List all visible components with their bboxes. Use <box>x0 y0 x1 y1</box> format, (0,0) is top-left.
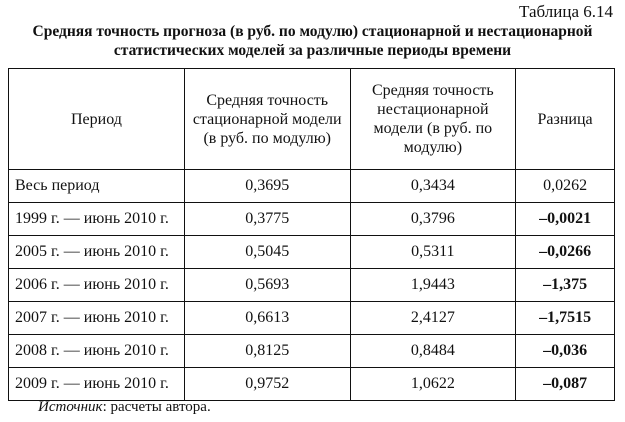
table-row <box>9 170 615 203</box>
table-row <box>9 203 615 236</box>
cell-difference: –0,0021 <box>516 203 615 236</box>
cell-nonstationary: 2,4127 <box>350 302 516 335</box>
header-difference: Разница <box>516 69 615 170</box>
cell-nonstationary: 0,3434 <box>350 170 516 203</box>
source-text: : расчеты автора. <box>102 399 211 415</box>
header-nonstationary: Средняя точность нестационарной модели (в руб. по модулю) <box>350 69 516 170</box>
table-number: Таблица 6.14 <box>519 2 613 21</box>
cell-nonstationary: 0,8484 <box>350 335 516 368</box>
cell-period: 2008 г. — июнь 2010 г. <box>9 335 185 368</box>
cell-difference: 0,0262 <box>516 170 615 203</box>
header-stationary: Средняя точность стационарной модели (в руб. по модулю) <box>184 69 350 170</box>
cell-nonstationary: 0,5311 <box>350 236 516 269</box>
table-row <box>9 302 615 335</box>
cell-period: 2005 г. — июнь 2010 г. <box>9 236 185 269</box>
cell-nonstationary: 1,0622 <box>350 368 516 401</box>
cell-period: 2007 г. — июнь 2010 г. <box>9 302 185 335</box>
cell-stationary: 0,9752 <box>184 368 350 401</box>
header-period: Период <box>9 69 185 170</box>
cell-nonstationary: 0,3796 <box>350 203 516 236</box>
cell-nonstationary: 1,9443 <box>350 269 516 302</box>
table-row <box>9 236 615 269</box>
cell-stationary: 0,8125 <box>184 335 350 368</box>
data-table <box>8 68 615 401</box>
caption-line-1: Средняя точность прогноза (в руб. по модулю) стационарной и нестационарной <box>32 23 593 40</box>
cell-stationary: 0,5693 <box>184 269 350 302</box>
table-row <box>9 368 615 401</box>
cell-period: 2009 г. — июнь 2010 г. <box>9 368 185 401</box>
cell-period: 1999 г. — июнь 2010 г. <box>9 203 185 236</box>
source-label: Источник <box>38 399 103 415</box>
caption-line-2: статистических моделей за различные периоды времени <box>113 42 512 59</box>
table-header-row <box>9 69 615 170</box>
table-row <box>9 269 615 302</box>
table-caption <box>0 22 625 60</box>
cell-difference: –0,087 <box>516 368 615 401</box>
cell-stationary: 0,3775 <box>184 203 350 236</box>
table-row <box>9 335 615 368</box>
cell-stationary: 0,5045 <box>184 236 350 269</box>
source-note <box>38 398 211 416</box>
cell-period: 2006 г. — июнь 2010 г. <box>9 269 185 302</box>
cell-difference: –0,0266 <box>516 236 615 269</box>
cell-difference: –0,036 <box>516 335 615 368</box>
cell-difference: –1,375 <box>516 269 615 302</box>
cell-stationary: 0,6613 <box>184 302 350 335</box>
cell-difference: –1,7515 <box>516 302 615 335</box>
cell-period: Весь период <box>9 170 185 203</box>
cell-stationary: 0,3695 <box>184 170 350 203</box>
